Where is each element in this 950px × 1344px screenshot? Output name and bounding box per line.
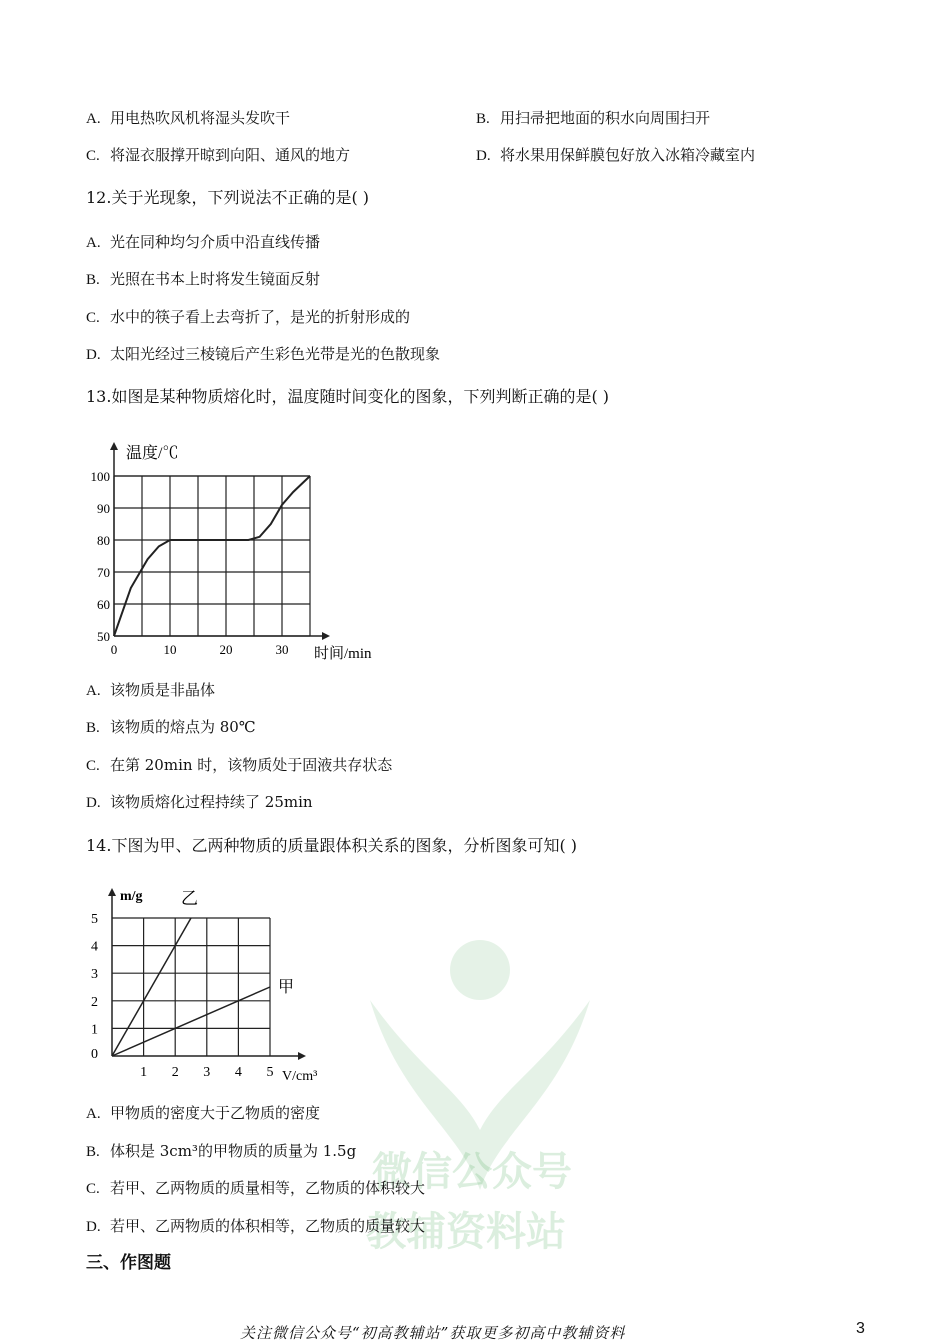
chart1-labels bbox=[91, 444, 373, 662]
chart2-y-tick: 4 bbox=[91, 939, 98, 955]
footer-text: 关注微信公众号“初高教辅站”获取更多初高中教辅资料 bbox=[240, 1324, 626, 1342]
melting-curve-chart bbox=[80, 432, 400, 664]
q13-option-b: B. 该物质的熔点为 80℃ bbox=[86, 718, 256, 736]
chart1-curve bbox=[114, 476, 310, 636]
q14-option-d: D. 若甲、乙两物质的体积相等，乙物质的质量较大 bbox=[86, 1217, 426, 1235]
q12-option-b: B. 光照在书本上时将发生镜面反射 bbox=[86, 270, 321, 288]
q11-option-d: D. 将水果用保鲜膜包好放入冰箱冷藏室内 bbox=[476, 146, 756, 164]
q13-option-a: A. 该物质是非晶体 bbox=[86, 681, 216, 699]
chart2-x-label: V/cm³ bbox=[282, 1069, 318, 1084]
chart1-x-tick: 20 bbox=[219, 642, 233, 657]
chart2-y-tick: 2 bbox=[91, 994, 98, 1010]
q13-option-d: D. 该物质熔化过程持续了 25min bbox=[86, 793, 313, 811]
q14-stem: 14.下图为甲、乙两种物质的质量跟体积关系的图象，分析图象可知( ) bbox=[86, 836, 578, 855]
chart1-y-tick: 90 bbox=[97, 501, 110, 516]
q14-option-c: C. 若甲、乙两物质的质量相等，乙物质的体积较大 bbox=[86, 1179, 426, 1197]
chart2-y-tick: 0 bbox=[91, 1047, 98, 1062]
chart2-y-label: m/g bbox=[120, 889, 143, 904]
q12-option-d: D. 太阳光经过三棱镜后产生彩色光带是光的色散现象 bbox=[86, 345, 441, 363]
chart1-x-tick: 10 bbox=[163, 642, 177, 657]
chart2-grid bbox=[112, 918, 270, 1056]
chart2-series-line-0 bbox=[112, 918, 191, 1056]
q11-option-b: B. 用扫帚把地面的积水向周围扫开 bbox=[476, 109, 711, 127]
chart1-x-label: 时间/min bbox=[314, 646, 372, 662]
chart2-x-arrow bbox=[298, 1052, 306, 1060]
watermark-text-1: 微信公众号 bbox=[372, 1149, 572, 1195]
q14-option-b: B. 体积是 3cm³的甲物质的质量为 1.5g bbox=[86, 1142, 357, 1160]
section-title: 三、作图题 bbox=[86, 1253, 171, 1273]
chart2-y-arrow bbox=[108, 888, 116, 896]
chart1-x-arrow bbox=[322, 632, 330, 640]
chart1-y-label: 温度/℃ bbox=[126, 445, 179, 462]
chart2-x-tick: 2 bbox=[171, 1065, 179, 1080]
chart2-x-tick: 4 bbox=[234, 1065, 242, 1080]
mass-volume-chart bbox=[80, 878, 340, 1088]
chart2-x-tick: 1 bbox=[140, 1065, 148, 1080]
chart1-grid bbox=[114, 476, 310, 636]
chart1-y-tick: 60 bbox=[97, 597, 110, 612]
watermark-text-2: 教辅资料站 bbox=[366, 1209, 566, 1255]
chart2-y-tick: 5 bbox=[91, 912, 98, 927]
chart1-y-tick: 50 bbox=[97, 629, 110, 644]
q14-option-a: A. 甲物质的密度大于乙物质的密度 bbox=[86, 1104, 321, 1122]
q12-option-c: C. 水中的筷子看上去弯折了，是光的折射形成的 bbox=[86, 308, 411, 326]
page-number: 3 bbox=[856, 1320, 865, 1337]
q12-stem: 12.关于光现象，下列说法不正确的是( ) bbox=[86, 188, 370, 207]
chart2-lines bbox=[112, 918, 270, 1056]
chart2-series-label-jia: 甲 bbox=[278, 979, 295, 996]
chart2-y-tick: 1 bbox=[91, 1022, 98, 1038]
chart1-y-tick: 100 bbox=[90, 469, 110, 484]
chart2-series-label-yi: 乙 bbox=[181, 889, 198, 908]
q13-stem: 13.如图是某种物质熔化时，温度随时间变化的图象，下列判断正确的是( ) bbox=[86, 387, 610, 406]
chart1-x-tick: 30 bbox=[275, 642, 289, 657]
chart1-y-arrow bbox=[110, 442, 118, 450]
q11-option-a: A. 用电热吹风机将湿头发吹干 bbox=[86, 109, 291, 127]
q11-option-c: C. 将湿衣服撑开晾到向阳、通风的地方 bbox=[86, 146, 351, 164]
chart2-x-tick: 3 bbox=[203, 1065, 211, 1080]
chart1-y-tick: 80 bbox=[97, 533, 110, 548]
chart1-x-tick: 0 bbox=[110, 642, 118, 657]
chart1-y-tick: 70 bbox=[97, 565, 110, 580]
q12-option-a: A. 光在同种均匀介质中沿直线传播 bbox=[86, 233, 321, 251]
q13-option-c: C. 在第 20min 时，该物质处于固液共存状态 bbox=[86, 756, 393, 774]
chart2-x-tick: 5 bbox=[266, 1065, 274, 1080]
chart2-y-tick: 3 bbox=[91, 967, 98, 983]
chart2-series-line-1 bbox=[112, 987, 270, 1056]
